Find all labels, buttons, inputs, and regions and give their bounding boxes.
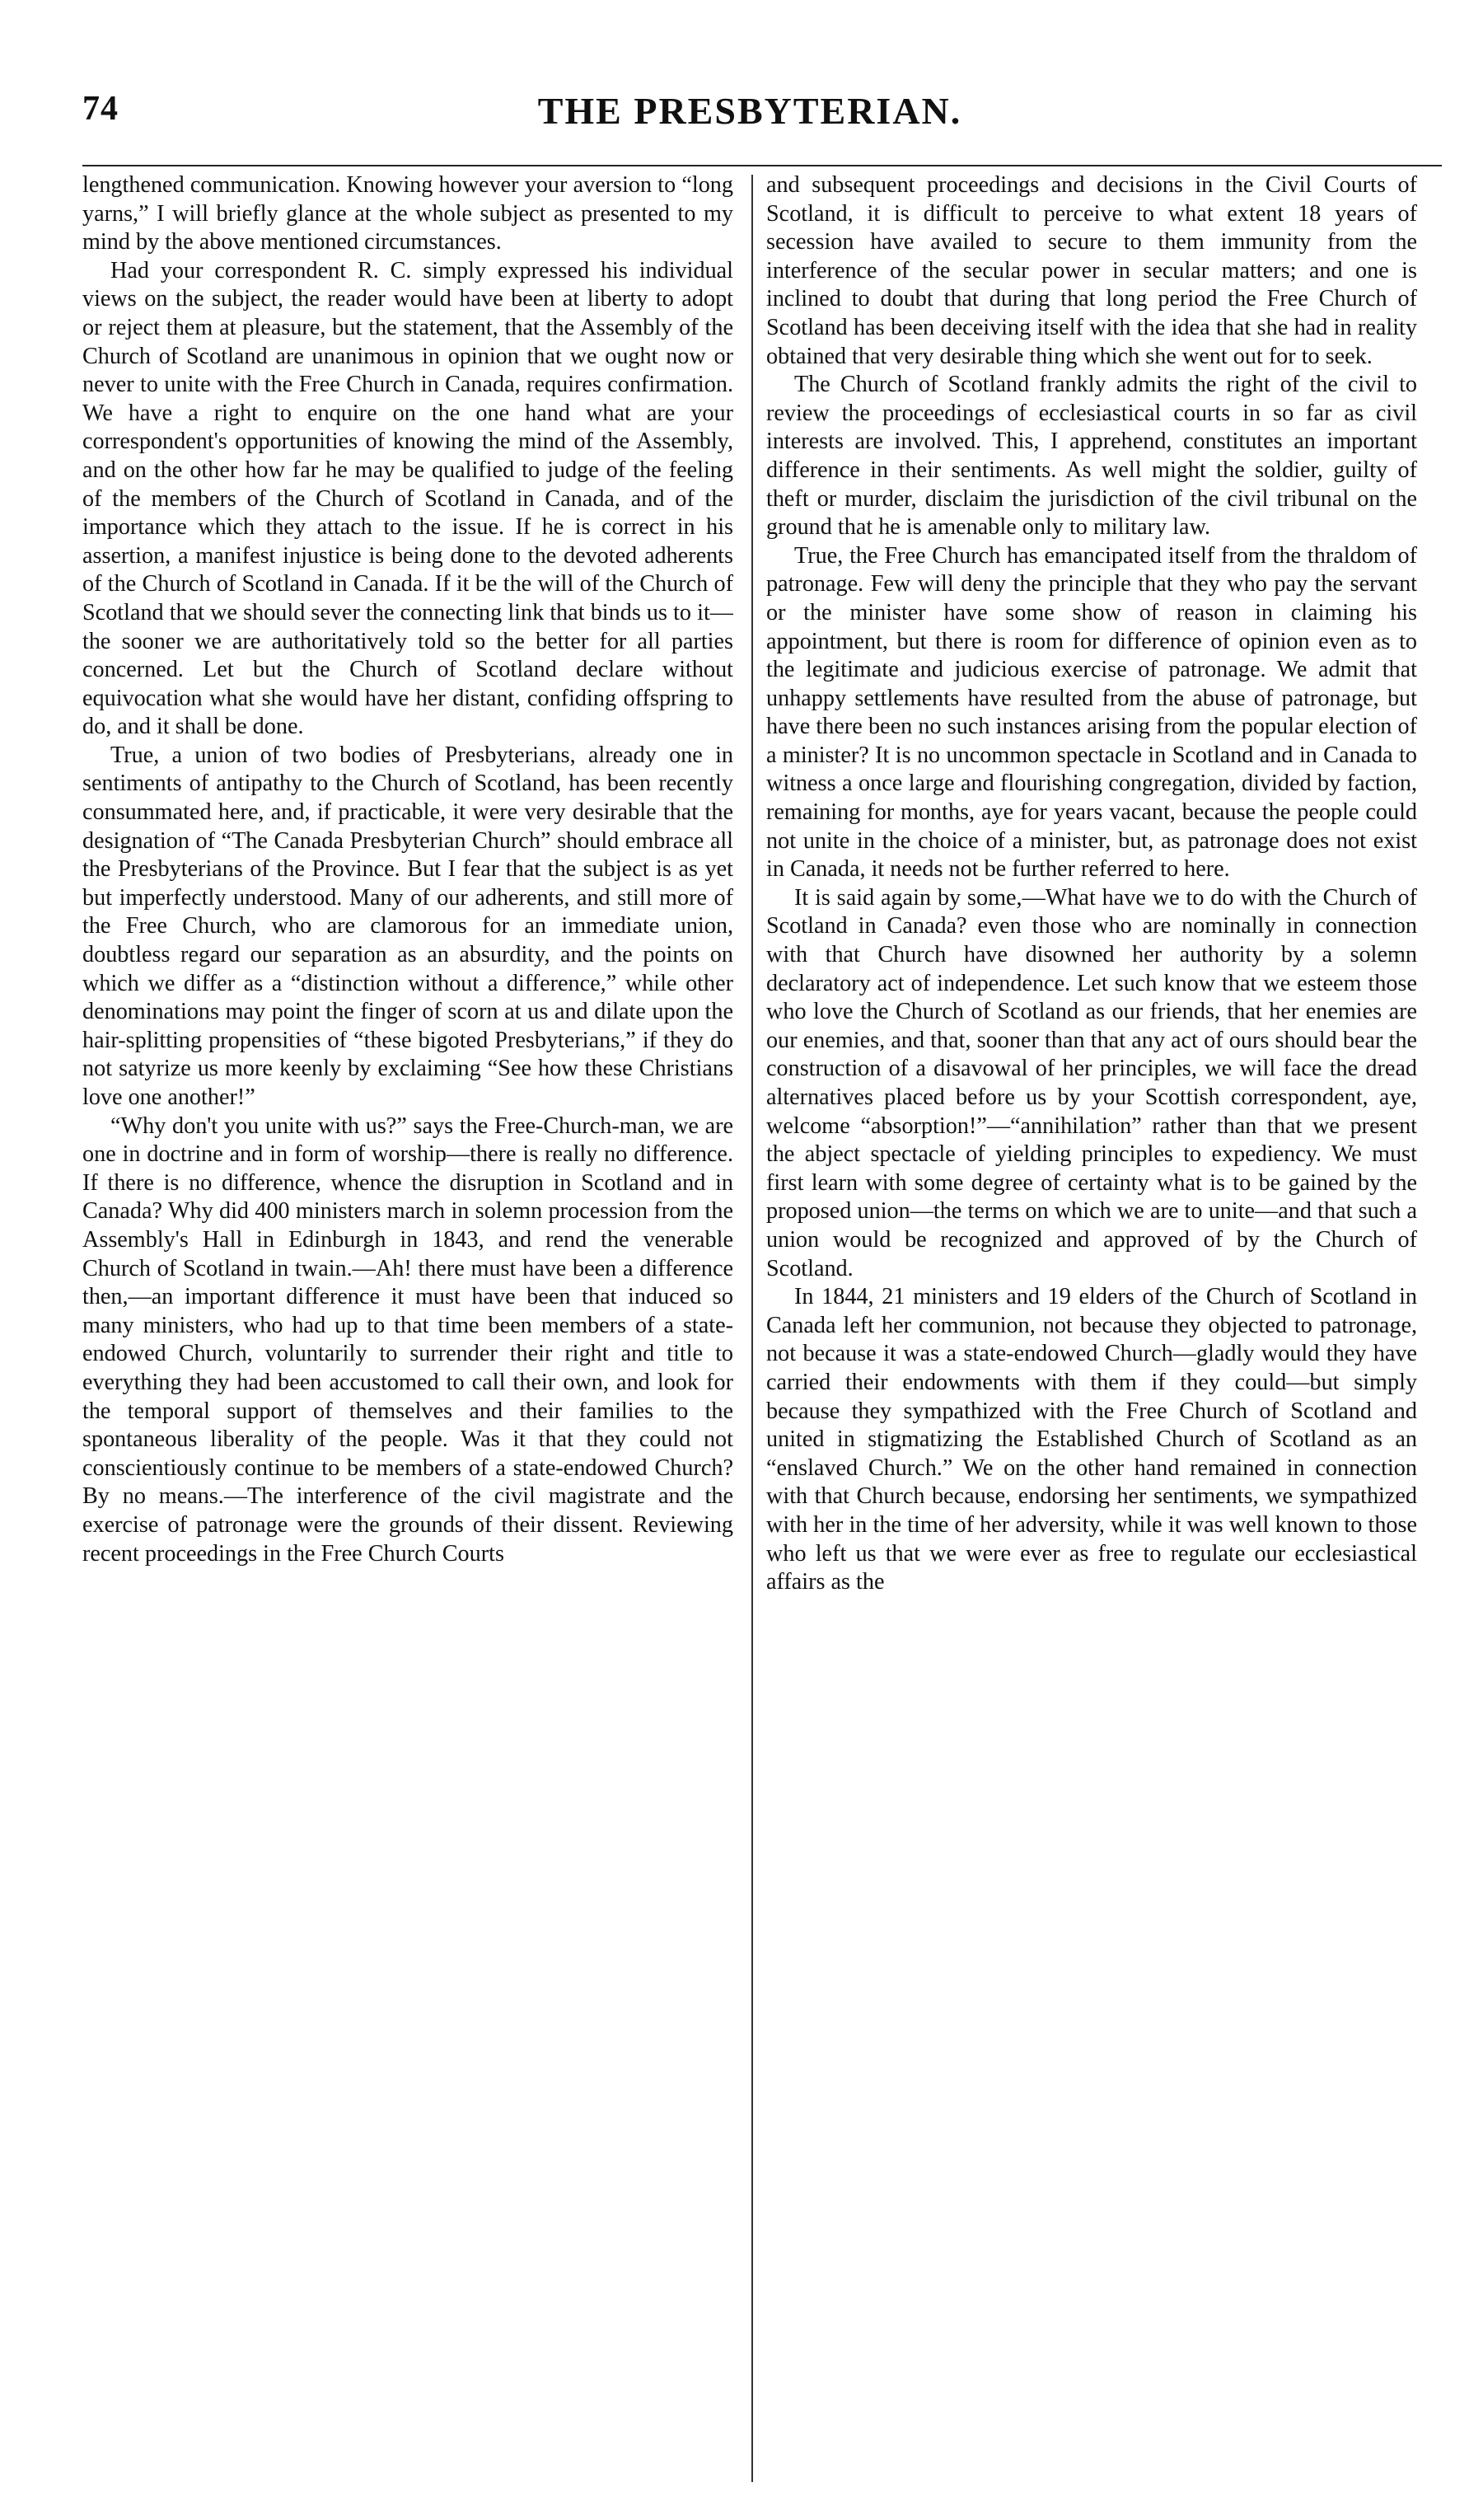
paragraph: In 1844, 21 ministers and 19 elders of the Church of Scotland in Canada left her communion, not because they objected to patronage, not because it was a state-endowed Church—gladly would they have carried their endowments with them if they could—but simply because they sympathized with the Free Church of Scotland and united in stigmatizing the Established Church of Scotland as an “enslaved Church.” We on the other hand remained in connection with that Church because, endorsing her sentiments, we sympathized with her in the time of her adversity, while it was well known to those who left us that we were ever as free to regulate our ecclesiastical affairs as the — [766, 1284, 1417, 1595]
header-rule — [82, 165, 1442, 166]
paragraph: Had your correspondent R. C. simply expressed his individual views on the subject, the reader would have been at liberty to adopt or reject them at pleasure, but the statement, that the Assembly of the Church of Scotland are unanimous in opinion that we ought now or never to unite with the Free Church in Canada, requires confirmation. We have a right to enquire on the one hand what are your correspondent's opportunities of knowing the mind of the Assembly, and on the other how far he may be qualified to judge of the feeling of the members of the Church of Scotland in Canada, and of the importance which they attach to the issue. If he is correct in his assertion, a manifest injustice is being done to the devoted adherents of the Church of Scotland in Canada. If it be the will of the Church of Scotland that we should sever the connecting link that binds us to it—the sooner we are authoritatively told so the better for all parties concerned. Let but the Church of Scotland declare without equivocation what she would have her distant, confiding offspring to do, and it shall be done. — [82, 257, 733, 740]
paragraph: lengthened communication. Knowing however your aversion to “long yarns,” I will briefly glance at the whole subject as presented to my mind by the above mentioned circumstances. — [82, 172, 733, 255]
paragraph: True, the Free Church has emancipated itself from the thraldom of patronage. Few will deny the principle that they who pay the servant or the minister have some show of reason in claiming his appointment, but there is room for difference of opinion even as to the legitimate and judicious exercise of patronage. We admit that unhappy settlements have resulted from the abuse of patronage, but have there been no such instances arising from the popular election of a minister? It is no uncommon spectacle in Scotland and in Canada to witness a once large and flourishing congregation, divided by faction, remaining for months, aye for years vacant, because the people could not unite in the choice of a minister, but, as patronage does not exist in Canada, it needs not be further referred to here. — [766, 542, 1417, 883]
page-header — [82, 89, 1417, 147]
paragraph: The Church of Scotland frankly admits the right of the civil to review the proceedings of ecclesiastical courts in so far as civil interests are involved. This, I apprehend, constitutes an important difference in their sentiments. As well might the soldier, guilty of theft or murder, disclaim the jurisdiction of the civil tribunal on the ground that he is amenable only to military law. — [766, 372, 1417, 541]
running-title: THE PRESBYTERIAN. — [537, 90, 962, 132]
page-number: 74 — [82, 90, 119, 128]
paragraph: It is said again by some,—What have we to do with the Church of Scotland in Canada? even those who are nominally in connection with that Church have disowned her authority by a solemn declaratory act of independence. Let such know that we esteem those who love the Church of Scotland as our friends, that her enemies are our enemies, and that, sooner than that any act of ours should bear the construction of a disavowal of her principles, we will face the dread alternatives placed before us by your Scottish correspondent, aye, welcome “absorption!”—“annihilation” rather than that we present the abject spectacle of yielding principles to expediency. We must first learn with some degree of certainty what is to be gained by the proposed union—the terms on which we are to unite—and that such a union would be recognized and approved of by the Church of Scotland. — [766, 884, 1417, 1281]
column-divider — [751, 175, 753, 2482]
right-column — [766, 171, 1417, 2495]
paragraph: “Why don't you unite with us?” says the Free-Church-man, we are one in doctrine and in form of worship—there is really no difference. If there is no difference, whence the disruption in Scotland and in Canada? Why did 400 ministers march in solemn procession from the Assembly's Hall in Edinburgh in 1843, and rend the venerable Church of Scotland in twain.—Ah! there must have been a difference then,—an important difference it must have been that induced so many ministers, who had up to that time been members of a state-endowed Church, voluntarily to surrender their right and title to everything they had been accustomed to call their own, and look for the temporal support of themselves and their families to the spontaneous liberality of the people. Was it that they could not conscientiously continue to be members of a state-endowed Church? By no means.—The interference of the civil magistrate and the exercise of patronage were the grounds of their dissent. Reviewing recent proceedings in the Free Church Courts — [82, 1112, 733, 1567]
paragraph: and subsequent proceedings and decisions in the Civil Courts of Scotland, it is difficult to perceive to what extent 18 years of secession have availed to secure to them immunity from the interference of the secular power in secular matters; and one is inclined to doubt that during that long period the Free Church of Scotland has been deceiving itself with the idea that she had in reality obtained that very desirable thing which she went out for to seek. — [766, 172, 1417, 369]
left-column — [82, 171, 733, 2495]
paragraph: True, a union of two bodies of Presbyterians, already one in sentiments of antipathy to the Church of Scotland, has been recently consummated here, and, if practicable, it were very desirable that the designation of “The Canada Presbyterian Church” should embrace all the Presbyterians of the Province. But I fear that the subject is as yet but imperfectly understood. Many of our adherents, and still more of the Free Church, who are clamorous for an immediate union, doubtless regard our separation as an absurdity, and the points on which we differ as a “distinction without a difference,” while other denominations may point the finger of scorn at us and dilate upon the hair-splitting propensities of “these bigoted Presbyterians,” if they do not satyrize us more keenly by exclaiming “See how these Christians love one another!” — [82, 742, 733, 1110]
